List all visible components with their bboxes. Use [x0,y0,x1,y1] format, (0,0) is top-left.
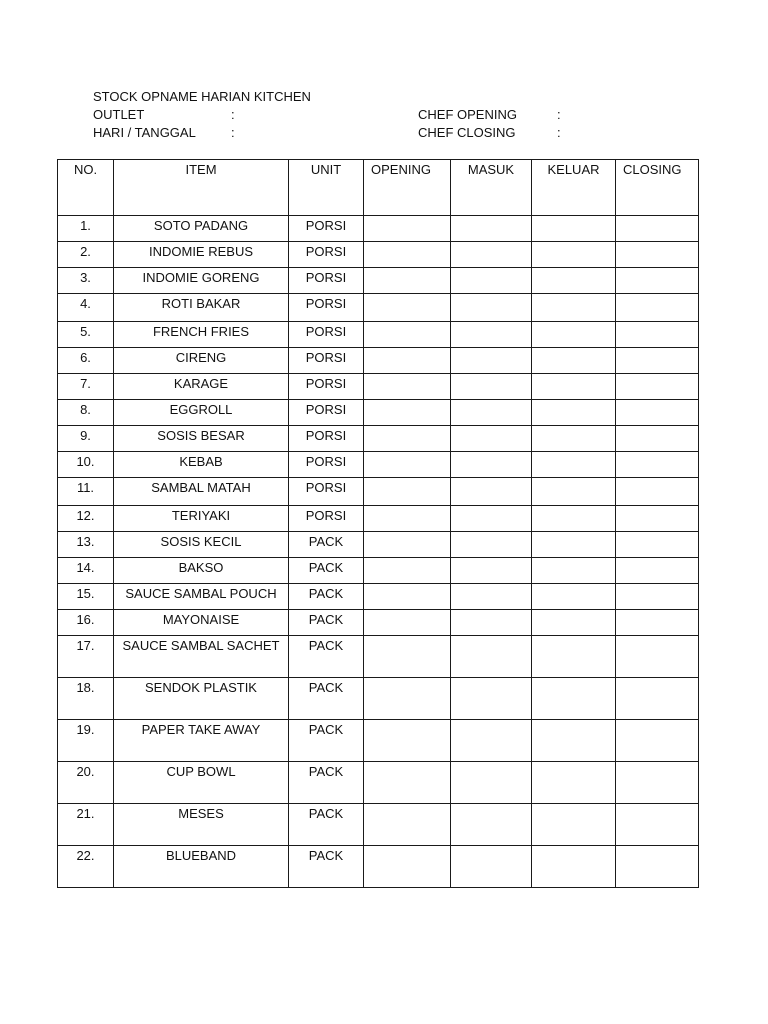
row-masuk-cell[interactable] [451,678,532,720]
row-number-cell: 15. [58,584,114,610]
chef-closing-label: CHEF CLOSING [418,125,516,140]
row-closing-cell[interactable] [616,506,699,532]
row-number-cell: 1. [58,216,114,242]
row-masuk-cell[interactable] [451,636,532,678]
row-item-cell: INDOMIE GORENG [114,268,289,294]
row-keluar-cell[interactable] [532,374,616,400]
row-unit-cell: PORSI [289,216,364,242]
row-item-cell: SAUCE SAMBAL SACHET [114,636,289,678]
column-header-opening: OPENING [364,160,451,216]
row-number-cell: 9. [58,426,114,452]
row-closing-cell[interactable] [616,216,699,242]
row-number-cell: 5. [58,322,114,348]
table-row [58,610,699,636]
row-number-cell: 17. [58,636,114,678]
row-masuk-cell[interactable] [451,400,532,426]
row-opening-cell[interactable] [364,636,451,678]
row-unit-cell: PORSI [289,400,364,426]
row-item-cell: SAUCE SAMBAL POUCH [114,584,289,610]
table-row [58,294,699,322]
row-masuk-cell[interactable] [451,268,532,294]
column-header-keluar: KELUAR [532,160,616,216]
table-row [58,584,699,610]
row-unit-cell: PORSI [289,506,364,532]
row-number-cell: 19. [58,720,114,762]
row-item-cell: SENDOK PLASTIK [114,678,289,720]
row-keluar-cell[interactable] [532,846,616,888]
row-keluar-cell[interactable] [532,216,616,242]
table-header-row [58,160,699,216]
row-keluar-cell[interactable] [532,452,616,478]
row-opening-cell[interactable] [364,452,451,478]
table-row [58,478,699,506]
row-number-cell: 7. [58,374,114,400]
row-number-cell: 14. [58,558,114,584]
row-opening-cell[interactable] [364,678,451,720]
row-closing-cell[interactable] [616,452,699,478]
row-closing-cell[interactable] [616,720,699,762]
row-keluar-cell[interactable] [532,242,616,268]
row-item-cell: FRENCH FRIES [114,322,289,348]
column-header-masuk: MASUK [451,160,532,216]
row-number-cell: 20. [58,762,114,804]
row-keluar-cell[interactable] [532,506,616,532]
chef-opening-colon: : [557,107,561,122]
row-unit-cell: PORSI [289,374,364,400]
row-item-cell: BAKSO [114,558,289,584]
row-masuk-cell[interactable] [451,846,532,888]
table-row [58,558,699,584]
row-keluar-cell[interactable] [532,678,616,720]
row-masuk-cell[interactable] [451,804,532,846]
row-masuk-cell[interactable] [451,506,532,532]
column-header-no: NO. [58,160,114,216]
row-masuk-cell[interactable] [451,532,532,558]
row-item-cell: SAMBAL MATAH [114,478,289,506]
row-masuk-cell[interactable] [451,294,532,322]
row-number-cell: 13. [58,532,114,558]
table-row [58,678,699,720]
table-row [58,242,699,268]
row-closing-cell[interactable] [616,268,699,294]
row-number-cell: 18. [58,678,114,720]
row-item-cell: KEBAB [114,452,289,478]
column-header-item: ITEM [114,160,289,216]
row-opening-cell[interactable] [364,294,451,322]
table-row [58,400,699,426]
table-row [58,216,699,242]
row-opening-cell[interactable] [364,400,451,426]
row-keluar-cell[interactable] [532,720,616,762]
row-closing-cell[interactable] [616,374,699,400]
table-row [58,532,699,558]
table-row [58,374,699,400]
row-closing-cell[interactable] [616,636,699,678]
row-number-cell: 3. [58,268,114,294]
row-masuk-cell[interactable] [451,558,532,584]
column-header-closing: CLOSING [616,160,699,216]
row-opening-cell[interactable] [364,584,451,610]
table-row [58,720,699,762]
row-closing-cell[interactable] [616,846,699,888]
outlet-label: OUTLET [93,107,145,122]
row-item-cell: CIRENG [114,348,289,374]
row-opening-cell[interactable] [364,322,451,348]
row-keluar-cell[interactable] [532,532,616,558]
row-keluar-cell[interactable] [532,610,616,636]
row-unit-cell: PACK [289,584,364,610]
row-closing-cell[interactable] [616,426,699,452]
row-item-cell: PAPER TAKE AWAY [114,720,289,762]
row-opening-cell[interactable] [364,506,451,532]
row-keluar-cell[interactable] [532,426,616,452]
row-unit-cell: PORSI [289,452,364,478]
row-number-cell: 16. [58,610,114,636]
row-number-cell: 4. [58,294,114,322]
row-item-cell: BLUEBAND [114,846,289,888]
row-keluar-cell[interactable] [532,400,616,426]
row-opening-cell[interactable] [364,532,451,558]
table-body [58,216,699,888]
row-masuk-cell[interactable] [451,242,532,268]
row-opening-cell[interactable] [364,426,451,452]
row-item-cell: INDOMIE REBUS [114,242,289,268]
table-row [58,506,699,532]
column-header-unit: UNIT [289,160,364,216]
row-item-cell: SOSIS BESAR [114,426,289,452]
row-item-cell: MAYONAISE [114,610,289,636]
row-closing-cell[interactable] [616,678,699,720]
row-unit-cell: PACK [289,678,364,720]
date-label: HARI / TANGGAL [93,125,196,140]
row-closing-cell[interactable] [616,804,699,846]
row-number-cell: 10. [58,452,114,478]
table-row [58,846,699,888]
row-item-cell: ROTI BAKAR [114,294,289,322]
chef-opening-label: CHEF OPENING [418,107,517,122]
row-unit-cell: PORSI [289,322,364,348]
table-row [58,348,699,374]
row-keluar-cell[interactable] [532,268,616,294]
row-unit-cell: PORSI [289,268,364,294]
row-opening-cell[interactable] [364,804,451,846]
row-opening-cell[interactable] [364,846,451,888]
form-title: STOCK OPNAME HARIAN KITCHEN [93,89,311,104]
row-closing-cell[interactable] [616,242,699,268]
row-masuk-cell[interactable] [451,374,532,400]
row-keluar-cell[interactable] [532,584,616,610]
row-keluar-cell[interactable] [532,322,616,348]
stock-table [57,159,699,888]
table-row [58,426,699,452]
table-row [58,322,699,348]
row-closing-cell[interactable] [616,294,699,322]
row-opening-cell[interactable] [364,478,451,506]
row-masuk-cell[interactable] [451,426,532,452]
row-unit-cell: PORSI [289,242,364,268]
row-keluar-cell[interactable] [532,478,616,506]
row-number-cell: 8. [58,400,114,426]
outlet-colon: : [231,107,235,122]
row-number-cell: 22. [58,846,114,888]
row-unit-cell: PORSI [289,478,364,506]
table-row [58,636,699,678]
row-item-cell: KARAGE [114,374,289,400]
row-masuk-cell[interactable] [451,478,532,506]
row-opening-cell[interactable] [364,374,451,400]
row-opening-cell[interactable] [364,762,451,804]
row-opening-cell[interactable] [364,558,451,584]
row-opening-cell[interactable] [364,242,451,268]
table-row [58,804,699,846]
row-closing-cell[interactable] [616,584,699,610]
row-closing-cell[interactable] [616,348,699,374]
row-masuk-cell[interactable] [451,610,532,636]
row-item-cell: SOTO PADANG [114,216,289,242]
row-keluar-cell[interactable] [532,558,616,584]
row-closing-cell[interactable] [616,322,699,348]
row-opening-cell[interactable] [364,268,451,294]
date-colon: : [231,125,235,140]
table-row [58,268,699,294]
row-masuk-cell[interactable] [451,216,532,242]
row-item-cell: EGGROLL [114,400,289,426]
row-closing-cell[interactable] [616,400,699,426]
row-unit-cell: PACK [289,636,364,678]
table-row [58,452,699,478]
row-masuk-cell[interactable] [451,762,532,804]
row-masuk-cell[interactable] [451,584,532,610]
row-number-cell: 21. [58,804,114,846]
row-item-cell: TERIYAKI [114,506,289,532]
row-masuk-cell[interactable] [451,720,532,762]
row-unit-cell: PACK [289,532,364,558]
row-closing-cell[interactable] [616,478,699,506]
row-keluar-cell[interactable] [532,348,616,374]
row-closing-cell[interactable] [616,532,699,558]
chef-closing-colon: : [557,125,561,140]
row-closing-cell[interactable] [616,762,699,804]
row-keluar-cell[interactable] [532,636,616,678]
row-number-cell: 11. [58,478,114,506]
row-keluar-cell[interactable] [532,294,616,322]
row-opening-cell[interactable] [364,216,451,242]
row-number-cell: 6. [58,348,114,374]
row-unit-cell: PORSI [289,426,364,452]
row-opening-cell[interactable] [364,720,451,762]
row-item-cell: CUP BOWL [114,762,289,804]
row-keluar-cell[interactable] [532,804,616,846]
row-closing-cell[interactable] [616,610,699,636]
row-closing-cell[interactable] [616,558,699,584]
row-item-cell: SOSIS KECIL [114,532,289,558]
row-unit-cell: PACK [289,846,364,888]
row-unit-cell: PACK [289,804,364,846]
row-unit-cell: PORSI [289,348,364,374]
row-opening-cell[interactable] [364,610,451,636]
row-number-cell: 12. [58,506,114,532]
row-unit-cell: PORSI [289,294,364,322]
row-unit-cell: PACK [289,610,364,636]
row-unit-cell: PACK [289,762,364,804]
row-item-cell: MESES [114,804,289,846]
row-keluar-cell[interactable] [532,762,616,804]
row-unit-cell: PACK [289,720,364,762]
row-masuk-cell[interactable] [451,452,532,478]
row-opening-cell[interactable] [364,348,451,374]
row-masuk-cell[interactable] [451,348,532,374]
row-masuk-cell[interactable] [451,322,532,348]
row-number-cell: 2. [58,242,114,268]
table-row [58,762,699,804]
row-unit-cell: PACK [289,558,364,584]
